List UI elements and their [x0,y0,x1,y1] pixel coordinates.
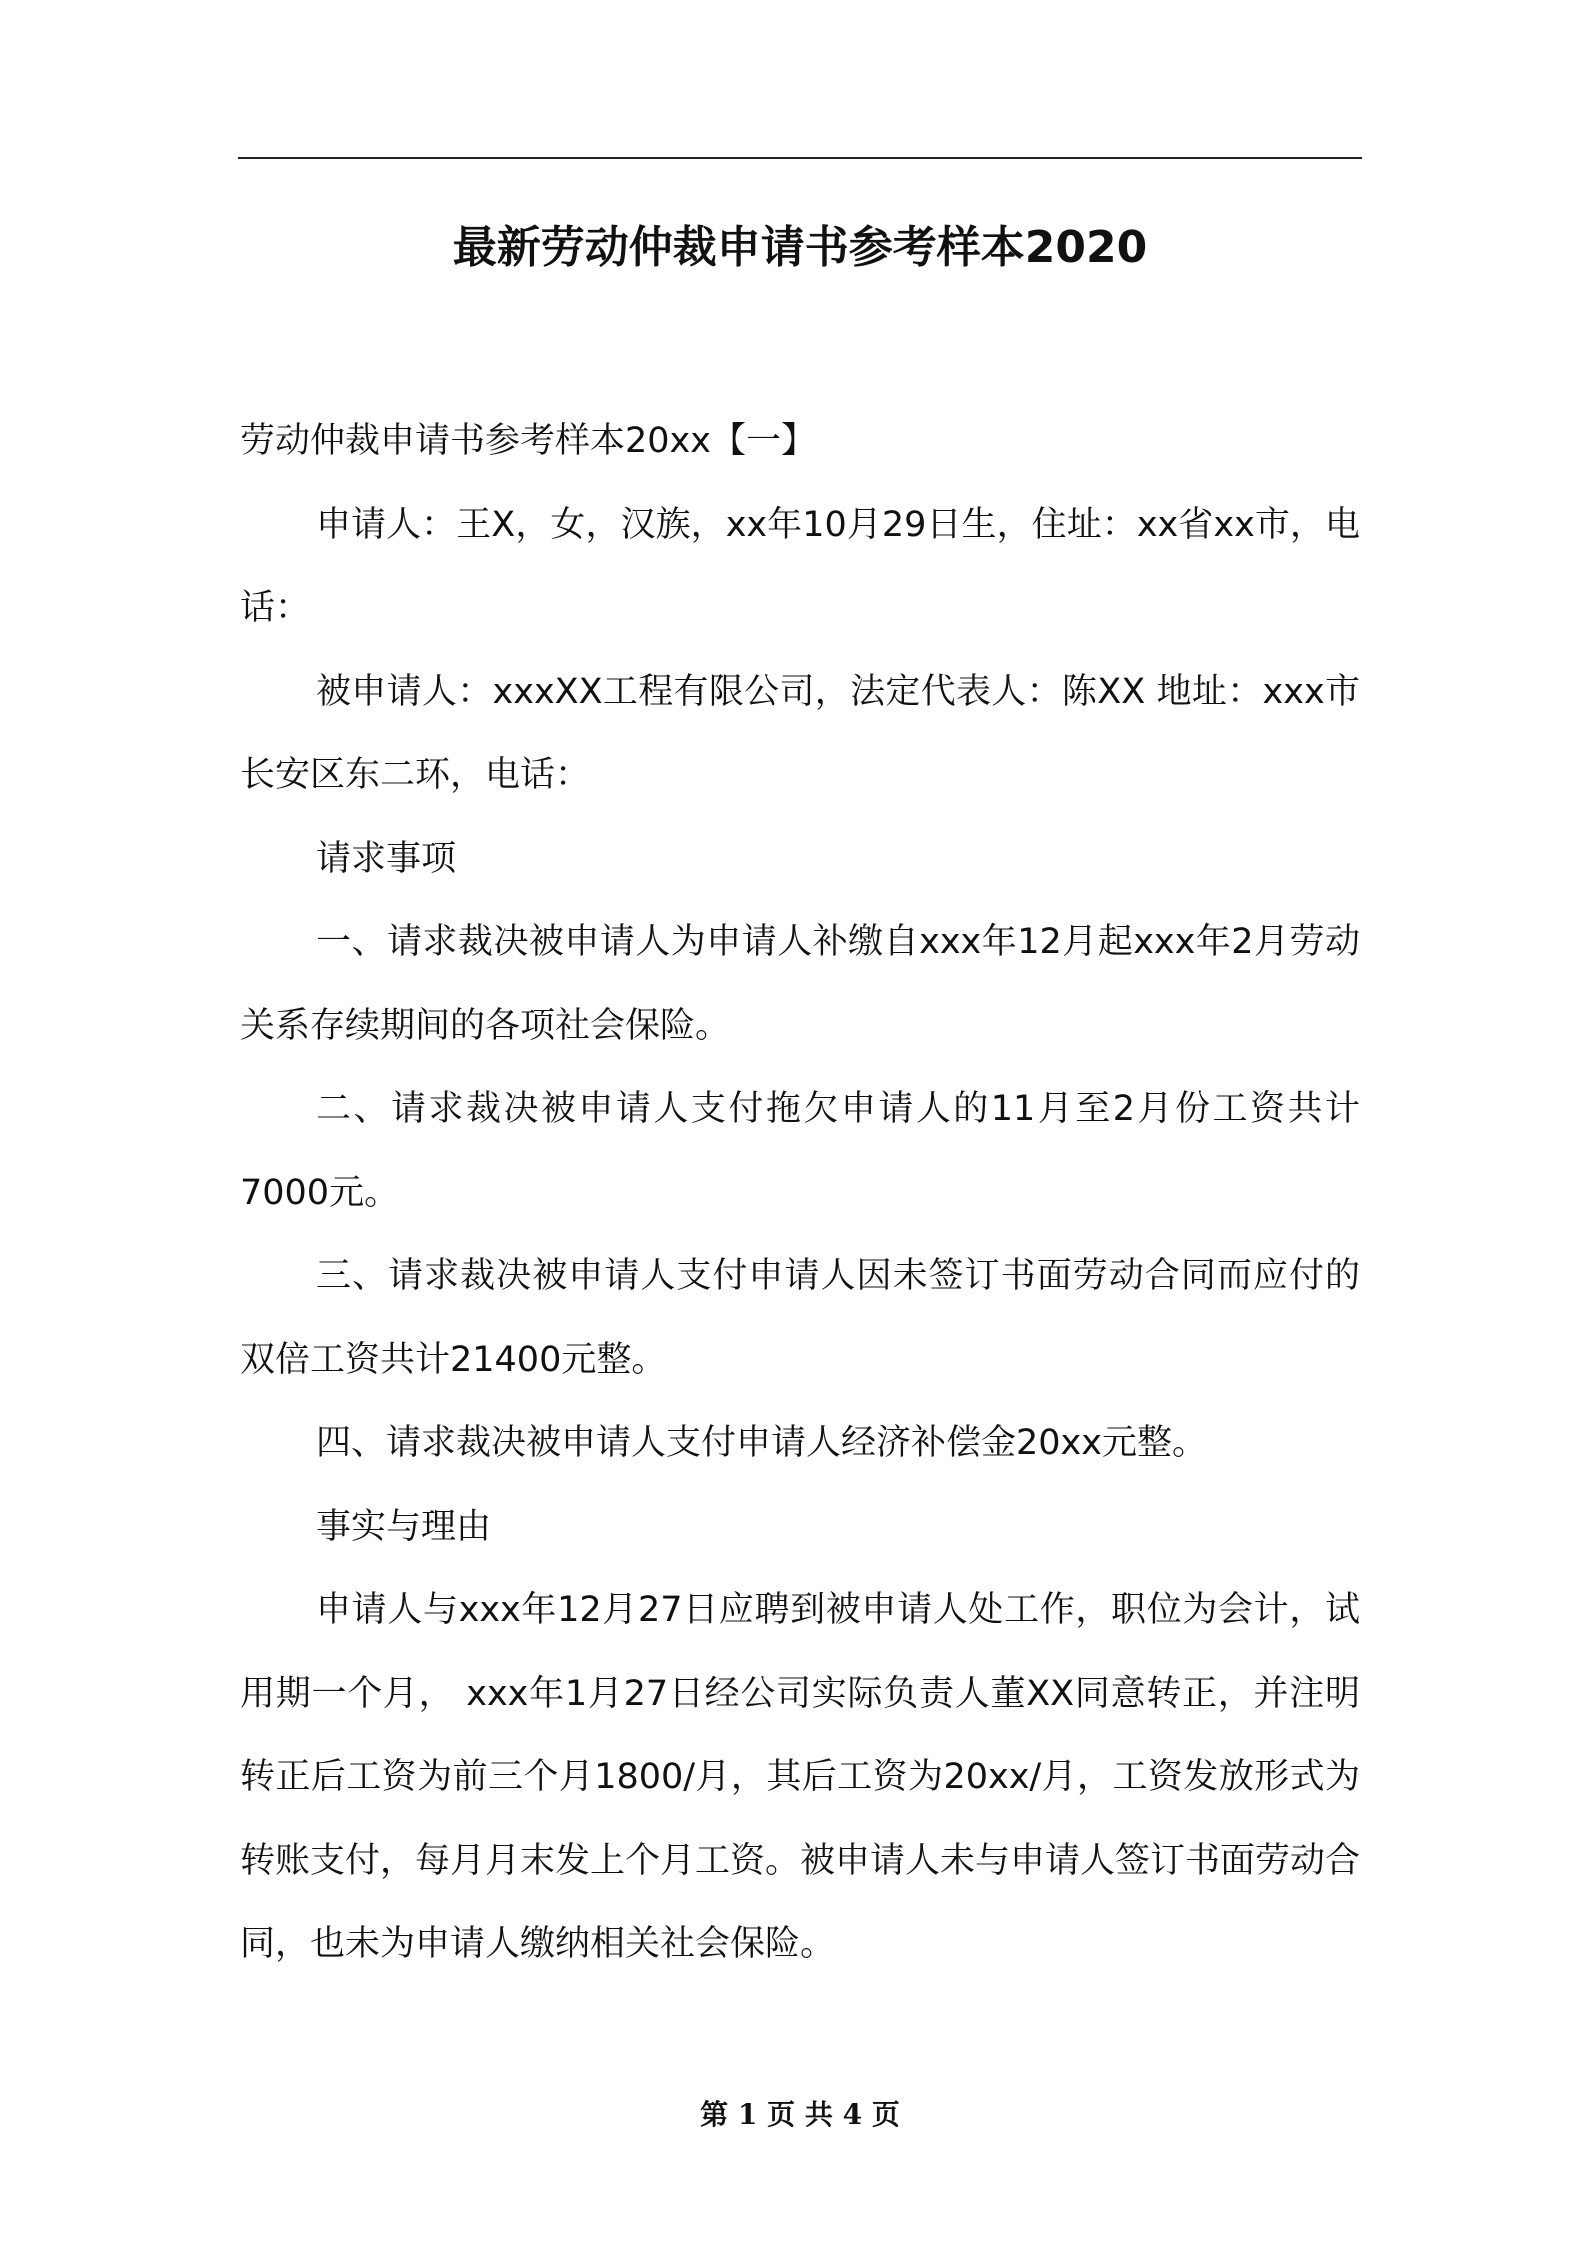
claim-item-1: 一、请求裁决被申请人为申请人补缴自xxx年12月起xxx年2月劳动关系存续期间的各项社会保险。 [240,922,1360,1046]
document-body [240,400,1360,1987]
applicant-paragraph: 申请人：王X，女，汉族，xx年10月29日生，住址：xx省xx市，电话： [240,504,1360,628]
claims-heading: 请求事项 [316,838,457,879]
page-number: 第 1 页 共 4 页 [700,2098,900,2131]
claim-item-3: 三、请求裁决被申请人支付申请人因未签订书面劳动合同而应付的双倍工资共计21400元整。 [240,1256,1360,1380]
document-title: 最新劳动仲裁申请书参考样本2020 [452,222,1148,273]
claim-item-2: 二、请求裁决被申请人支付拖欠申请人的11月至2月份工资共计7000元。 [240,1089,1360,1213]
respondent-paragraph: 被申请人：xxxXX工程有限公司，法定代表人：陈XX 地址：xxx市长安区东二环，电话： [240,671,1360,795]
header-rule [238,157,1362,159]
facts-heading: 事实与理由 [316,1506,492,1547]
section-heading: 劳动仲裁申请书参考样本20xx【一】 [240,421,816,461]
facts-paragraph: 申请人与xxx年12月27日应聘到被申请人处工作，职位为会计，试用期一个月， xxx年1月27日经公司实际负责人董XX同意转正，并注明转正后工资为前三个月1800/月，其后工资为20xx/月，工资发放形式为转账支付，每月月末发上个月工资。被申请人未与申请人签订书面劳动合同，也未为申请人缴纳相关社会保险。 [240,1590,1361,1964]
claim-item-4: 四、请求裁决被申请人支付申请人经济补偿金20xx元整。 [316,1423,1207,1463]
